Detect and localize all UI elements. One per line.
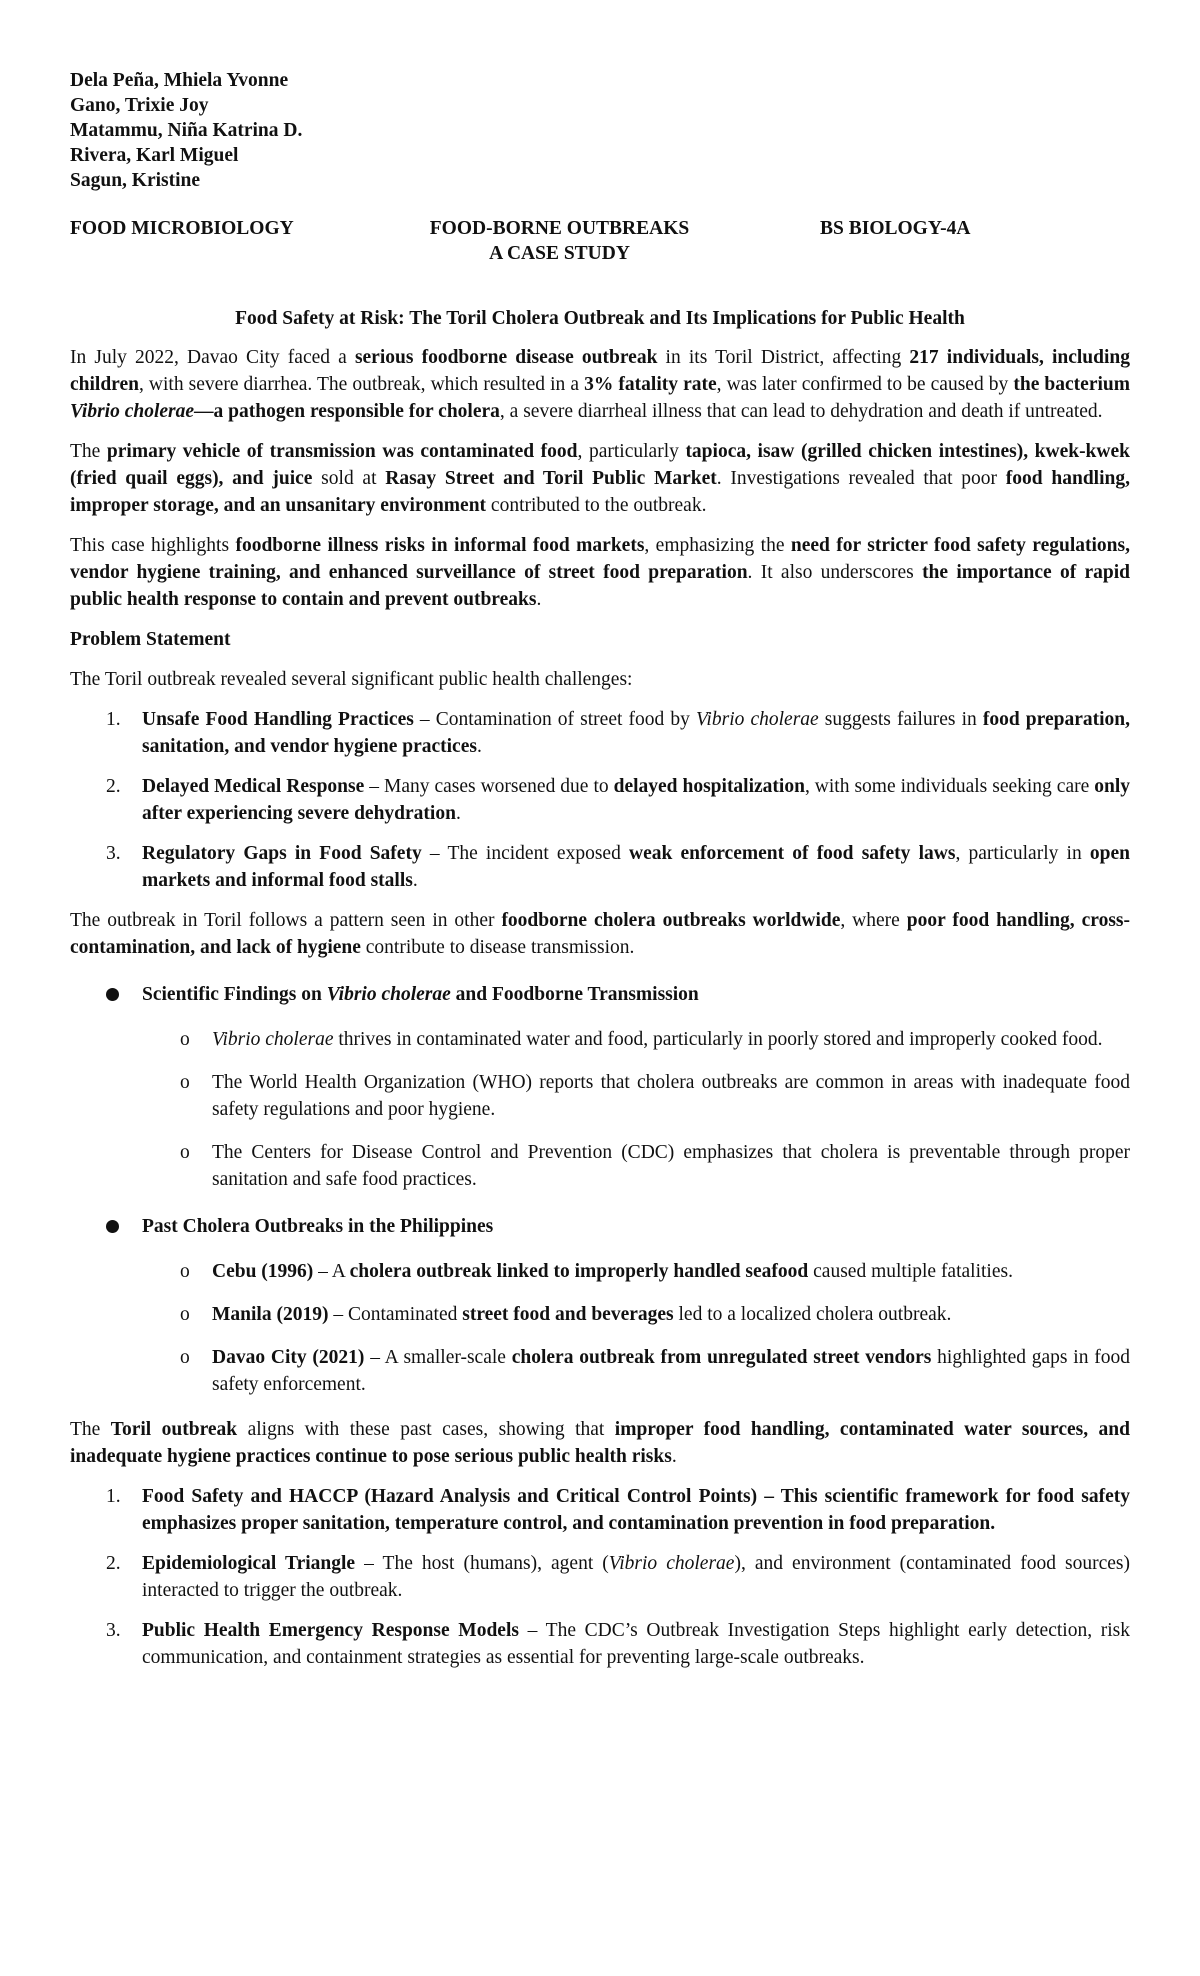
text: – The incident exposed	[421, 843, 629, 864]
text: , was later confirmed to be caused by	[716, 374, 1014, 395]
circle-bullet-icon: o	[180, 1142, 190, 1163]
item-title: Davao City (2021)	[212, 1347, 365, 1368]
item-title: Epidemiological Triangle	[142, 1553, 356, 1574]
list-item	[70, 1139, 1130, 1193]
emphasis: the importance of rapid public health response to contain and prevent outbreaks	[70, 562, 1131, 610]
text: – Many cases worsened due to	[364, 776, 614, 797]
conclusion-paragraph	[70, 1416, 1130, 1470]
intro-paragraph-3	[70, 532, 1130, 613]
circle-bullet-icon: o	[180, 1347, 190, 1368]
text: .	[536, 589, 542, 610]
emphasis: —a pathogen responsible for cholera	[194, 401, 500, 422]
document-title: Food Safety at Risk: The Toril Cholera Outbreak and Its Implications for Public Health	[235, 308, 965, 329]
text: , where	[840, 910, 907, 931]
list-number: 1.	[106, 709, 121, 730]
species-name: Vibrio cholerae	[70, 401, 195, 422]
text: , emphasizing the	[644, 535, 791, 556]
emphasis: cholera outbreak linked to improperly handled seafood	[349, 1261, 809, 1282]
list-item	[70, 1026, 1130, 1053]
text: in its Toril District, affecting	[657, 347, 910, 368]
text: caused multiple fatalities.	[808, 1261, 1013, 1282]
emphasis: 3% fatality rate	[584, 374, 717, 395]
item-title: Delayed Medical Response	[142, 776, 365, 797]
author-name: Matammu, Niña Katrina D.	[70, 120, 303, 141]
text: – A smaller-scale	[364, 1347, 512, 1368]
text: The	[70, 441, 107, 462]
text: . It also underscores	[747, 562, 923, 583]
text: , particularly	[577, 441, 686, 462]
bullet-dot-icon	[106, 988, 119, 1001]
framework-item	[70, 1550, 1130, 1604]
author-name: Dela Peña, Mhiela Yvonne	[70, 70, 289, 91]
text: The Centers for Disease Control and Prevention (CDC) emphasizes that cholera is preventable through proper sanitation and safe food practices.	[212, 1142, 1130, 1190]
text: .	[671, 1446, 677, 1467]
problem-after-paragraph	[70, 907, 1130, 961]
text: contributed to the outbreak.	[486, 495, 707, 516]
circle-bullet-icon: o	[180, 1072, 190, 1093]
past-outbreaks-list	[70, 1258, 1130, 1398]
text: and Foodborne Transmission	[450, 984, 699, 1005]
text: – The CDC’s Outbreak Investigation Steps highlight early detection, risk communication, and containment strategies as essential for preventing large-scale outbreaks.	[142, 1620, 1130, 1668]
text: , particularly in	[955, 843, 1090, 864]
text: contribute to disease transmission.	[360, 937, 635, 958]
problem-item	[70, 773, 1130, 827]
species-name: Vibrio cholerae	[695, 709, 819, 730]
text: led to a localized cholera outbreak.	[673, 1304, 952, 1325]
text: The World Health Organization (WHO) reports that cholera outbreaks are common in areas with inadequate food safety regulations and poor hygiene.	[212, 1072, 1130, 1120]
text: The	[70, 1419, 111, 1440]
problem-item	[70, 706, 1130, 760]
text: – A	[313, 1261, 350, 1282]
text: ), and environment (contaminated food sources) interacted to trigger the outbreak.	[142, 1553, 1130, 1601]
text: In July 2022, Davao City faced a	[70, 347, 355, 368]
past-outbreaks-heading	[70, 1213, 1130, 1240]
text: .	[412, 870, 418, 891]
framework-list	[70, 1483, 1130, 1671]
emphasis: serious foodborne disease outbreak	[354, 347, 658, 368]
document-page	[70, 68, 1130, 1684]
text: , with severe diarrhea. The outbreak, which resulted in a	[138, 374, 585, 395]
list-number: 2.	[106, 1553, 121, 1574]
emphasis: food preparation, sanitation, and vendor hygiene practices	[142, 709, 1130, 757]
list-item	[70, 1069, 1130, 1123]
item-title: Manila (2019)	[212, 1304, 329, 1325]
list-number: 1.	[106, 1486, 121, 1507]
circle-bullet-icon: o	[180, 1261, 190, 1282]
emphasis: foodborne illness risks in informal food markets	[235, 535, 645, 556]
course-subject: FOOD MICROBIOLOGY	[70, 218, 294, 239]
emphasis: the bacterium	[1013, 374, 1130, 395]
text: suggests failures in	[818, 709, 983, 730]
text: thrives in contaminated water and food, particularly in poorly stored and improperly cooked food.	[333, 1029, 1103, 1050]
list-item	[70, 1344, 1130, 1398]
emphasis: need for stricter food safety regulations, vendor hygiene training, and enhanced surveillance of street food preparation	[70, 535, 1130, 583]
emphasis: only after experiencing severe dehydration	[142, 776, 1130, 824]
framework-item	[70, 1617, 1130, 1671]
course-topic-line1: FOOD-BORNE OUTBREAKS	[429, 218, 690, 239]
text: The outbreak in Toril follows a pattern seen in other	[70, 910, 502, 931]
text: aligns with these past cases, showing that	[237, 1419, 615, 1440]
problem-list	[70, 706, 1130, 894]
bullet-dot-icon	[106, 1220, 119, 1233]
text: Past Cholera Outbreaks in the Philippines	[142, 1216, 494, 1237]
item-title: Food Safety and HACCP (Hazard Analysis and Critical Control Points) – This scientific framework for food safety emphasizes proper sanitation, temperature control, and contamination prevention in food preparation.	[142, 1486, 1130, 1534]
item-title: Cebu (1996)	[212, 1261, 314, 1282]
framework-item	[70, 1483, 1130, 1537]
author-name: Rivera, Karl Miguel	[70, 145, 239, 166]
emphasis: improper food handling, contaminated water sources, and inadequate hygiene practices continue to pose serious public health risks	[70, 1419, 1130, 1467]
text: , with some individuals seeking care	[804, 776, 1095, 797]
emphasis: Rasay Street and Toril Public Market	[385, 468, 717, 489]
course-topic	[392, 216, 727, 266]
course-section: BS BIOLOGY-4A	[820, 218, 971, 239]
author-name: Sagun, Kristine	[70, 170, 201, 191]
item-title: Unsafe Food Handling Practices	[142, 709, 414, 730]
intro-paragraph-2	[70, 438, 1130, 519]
item-title: Public Health Emergency Response Models	[142, 1620, 519, 1641]
intro-paragraph-1	[70, 344, 1130, 425]
problem-item	[70, 840, 1130, 894]
species-name: Vibrio cholerae	[608, 1553, 735, 1574]
list-item	[70, 1301, 1130, 1328]
text: – Contaminated	[328, 1304, 463, 1325]
species-name: Vibrio cholerae	[326, 984, 451, 1005]
circle-bullet-icon: o	[180, 1304, 190, 1325]
emphasis: foodborne cholera outbreaks worldwide	[501, 910, 841, 931]
findings-heading	[70, 981, 1130, 1008]
text: .	[455, 803, 461, 824]
text: .	[476, 736, 482, 757]
text: . Investigations revealed that poor	[716, 468, 1006, 489]
emphasis: cholera outbreak from unregulated street vendors	[511, 1347, 932, 1368]
emphasis: weak enforcement of food safety laws	[629, 843, 956, 864]
course-topic-line2: A CASE STUDY	[489, 243, 630, 264]
problem-statement-heading: Problem Statement	[70, 629, 231, 650]
list-number: 3.	[106, 1620, 121, 1641]
list-number: 2.	[106, 776, 121, 797]
emphasis: 217 individuals, including children	[70, 347, 1130, 395]
emphasis: open markets and informal food stalls	[142, 843, 1130, 891]
text: – The host (humans), agent (	[355, 1553, 609, 1574]
text: sold at	[312, 468, 386, 489]
emphasis: street food and beverages	[462, 1304, 674, 1325]
emphasis: Toril outbreak	[110, 1419, 238, 1440]
species-name: Vibrio cholerae	[212, 1029, 334, 1050]
author-list	[70, 68, 1130, 193]
author-name: Gano, Trixie Joy	[70, 95, 209, 116]
list-number: 3.	[106, 843, 121, 864]
text: This case highlights	[70, 535, 236, 556]
circle-bullet-icon: o	[180, 1029, 190, 1050]
emphasis: tapioca, isaw (grilled chicken intestines), kwek-kwek (fried quail eggs), and juice	[70, 441, 1130, 489]
emphasis: poor food handling, cross-contamination, and lack of hygiene	[70, 910, 1130, 958]
list-item	[70, 1258, 1130, 1285]
findings-list	[70, 1026, 1130, 1193]
problem-lead: The Toril outbreak revealed several significant public health challenges:	[70, 669, 633, 690]
text: , a severe diarrheal illness that can lead to dehydration and death if untreated.	[499, 401, 1103, 422]
emphasis: primary vehicle of transmission was contaminated food	[106, 441, 578, 462]
text: Scientific Findings on	[142, 984, 327, 1005]
emphasis: delayed hospitalization	[613, 776, 805, 797]
item-title: Regulatory Gaps in Food Safety	[142, 843, 422, 864]
emphasis: food handling, improper storage, and an unsanitary environment	[70, 468, 1130, 516]
text: – Contamination of street food by	[413, 709, 696, 730]
text: highlighted gaps in food safety enforcement.	[212, 1347, 1130, 1395]
course-header	[70, 216, 1130, 272]
